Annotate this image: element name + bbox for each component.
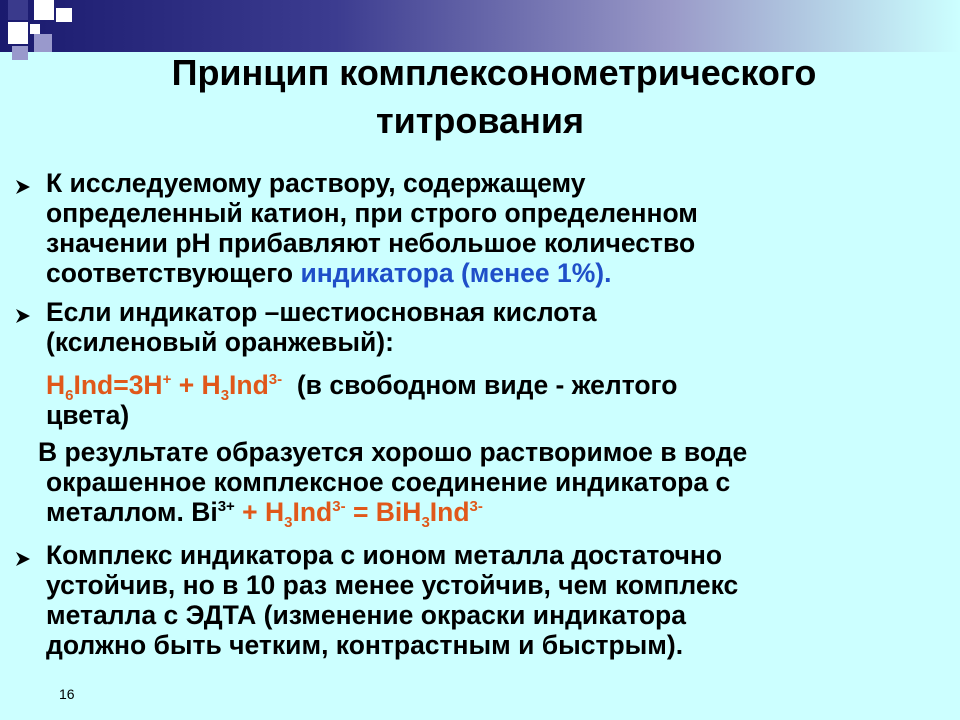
slide-title-line1: Принцип комплексонометрического (171, 52, 817, 93)
paragraph-4 (46, 540, 936, 660)
para4-line2: устойчив, но в 10 раз менее устойчив, чем комплекс (46, 570, 739, 600)
para4-line4: должно быть четким, контрастным и быстрым). (46, 630, 684, 660)
para1-line3: значении pH прибавляют небольшое количество (46, 228, 696, 258)
equation-note: (в свободном виде - желтого (296, 370, 678, 400)
para1-line1: К исследуемому раствору, содержащему (46, 168, 586, 198)
para2-line2: (ксиленовый оранжевый): (46, 327, 394, 357)
slide-title-line2: титрования (376, 100, 584, 141)
para1-line4 (46, 258, 936, 288)
equation-dissociation: $H_6Ind=3H^+ + H_3Ind^{3-}$ (46, 370, 283, 404)
page-number: 16 (59, 686, 75, 702)
equation-note-line2: цвета) (46, 400, 130, 430)
para2-line1: Если индикатор –шестиосновная кислота (46, 297, 597, 327)
para4-line1: Комплекс индикатора с ионом металла достаточно (46, 540, 723, 570)
para3-line3: металлом. $Bi^{3+} + H_3Ind^{3-} = BiH_3Ind^{3-}$ (46, 497, 483, 531)
para3-line1: В результате образуется хорошо растворимое в воде (38, 437, 748, 467)
header-bar (0, 0, 960, 52)
paragraph-2 (46, 297, 936, 357)
arrowhead-bullet-icon (14, 550, 32, 568)
para4-line3: металла с ЭДТА (изменение окраски индикатора (46, 600, 686, 630)
para1-line4-text: соответствующего (46, 258, 301, 288)
paragraph-1 (46, 168, 936, 288)
arrowhead-bullet-icon (14, 178, 32, 196)
complex-equation: + $H_3Ind^{3-} = BiH_3Ind^{3-}$ (234, 497, 483, 531)
para1-line2: определенный катион, при строго определенном (46, 198, 698, 228)
equation-1 (46, 370, 936, 430)
arrowhead-bullet-icon (14, 307, 32, 325)
indicator-highlight: индикатора (менее 1%). (300, 258, 612, 288)
para3-line2: окрашенное комплексное соединение индикатора с (46, 467, 731, 497)
paragraph-3 (38, 437, 928, 531)
